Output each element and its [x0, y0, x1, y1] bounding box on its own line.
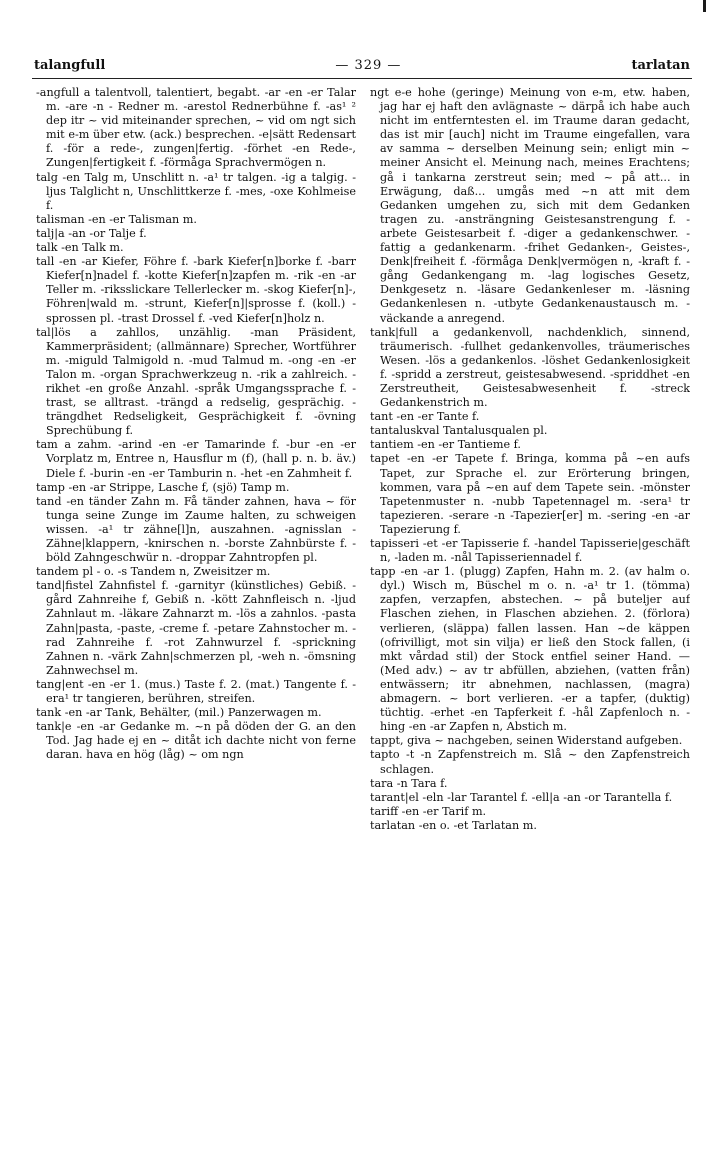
dictionary-entry: tapet -en -er Tapete f. Bringa, komma på ~en aufs Tapet, zur Sprache el. zur Erörterung bringen, kommen, vara på ~en auf dem Tapete sein. -mönster Tapetenmuster n. -nubb Tapetennagel m. -sera¹ tr tapezieren. -serare -n -Tapezier[er] m. -sering -en -ar Tapezierung f.	[370, 452, 690, 536]
dictionary-entry: tank|e -en -ar Gedanke m. ~n på döden der G. an den Tod. Jag hade ej en ~ ditåt ich dachte nicht von ferne daran. hava en hög (låg) ~ om ngn	[36, 720, 356, 762]
dictionary-entry: tang|ent -en -er 1. (mus.) Taste f. 2. (mat.) Tangente f. -era¹ tr tangieren, berühren, streifen.	[36, 677, 356, 706]
dictionary-entry: -angfull a talentvoll, talentiert, begabt. -ar -en -er Talar m. -are -n - Redner m. -arestol Rednerbühne f. -as¹ ² dep itr ~ vid miteinander sprechen, ~ vid om ngt sich mit e-m über etw. (ack.) besprechen. -e|sätt Redensart f. -för a rede-, zungen|fertig. -förhet -en Rede-, Zungen|fertigkeit f. -förmåga Sprachvermögen n.	[36, 86, 356, 170]
dictionary-entry: tand|fistel Zahnfistel f. -garnityr (künstliches) Gebiß. -gård Zahnreihe f, Gebiß n. -kött Zahnfleisch n. -ljud Zahnlaut m. -läkare Zahnarzt m. -lös a zahnlos. -pasta Zahn|pasta, -paste, -creme f. -petare Zahnstocher m. -rad Zahnreihe f. -rot Zahnwurzel f. -sprickning Zahnen n. -värk Zahn|schmerzen pl, -weh n. -ömsning Zahnwechsel m.	[36, 579, 356, 677]
dictionary-entry: talg -en Talg m, Unschlitt n. -a¹ tr talgen. -ig a talgig. -ljus Talglicht n, Unschlittkerze f. -mes, -oxe Kohlmeise f.	[36, 170, 356, 212]
dictionary-entry: tantaluskval Tantalusqualen pl.	[370, 424, 548, 438]
dictionary-entry: talisman -en -er Talisman m.	[36, 212, 197, 226]
header-left-word: talangfull	[34, 58, 106, 73]
dictionary-entry: tandem pl - o. -s Tandem n, Zweisitzer m.	[36, 565, 271, 579]
dictionary-entry: tank -en -ar Tank, Behälter, (mil.) Panzerwagen m.	[36, 706, 322, 720]
page-edge-mark	[703, 0, 706, 12]
dictionary-entry: tantiem -en -er Tantieme f.	[370, 438, 521, 452]
dictionary-entry: tariff -en -er Tarif m.	[370, 804, 487, 818]
dictionary-entry: tank|full a gedankenvoll, nachdenklich, sinnend, träumerisch. -fullhet gedankenvolles, träumerisches Wesen. -lös a gedankenlos. -löshet Gedankenlosigkeit f. -spridd a zerstreut, geistesabwesend. -spriddhet -en Zerstreutheit, Geistesabwesenheit f. -streck Gedankenstrich m.	[370, 325, 690, 410]
dictionary-entry: tarant|el -eln -lar Tarantel f. -ell|a -an -or Tarantella f.	[370, 790, 673, 804]
left-column	[36, 86, 356, 1151]
dictionary-entry: tand -en tänder Zahn m. Få tänder zahnen, hava ~ för tunga seine Zunge im Zaume halten, zu schweigen wissen. -a¹ tr zähne[l]n, auszahnen. -agnisslan - Zähne|klappern, -knirschen n. -borste Zahnbürste f. -böld Zahngeschwür n. -droppar Zahntropfen pl.	[36, 494, 356, 565]
dictionary-entry: tall -en -ar Kiefer, Föhre f. -bark Kiefer[n]borke f. -barr Kiefer[n]nadel f. -kotte Kiefer[n]zapfen m. -rik -en -ar Teller m. -riksslickare Tellerlecker m. -skog Kiefer[n]-, Föhren|wald m. -strunt, Kiefer[n]|sprosse f. (koll.) -sprossen pl. -trast Drossel f. -ved Kiefer[n]holz n.	[36, 255, 356, 325]
dictionary-entry: tara -n Tara f.	[370, 776, 448, 790]
dictionary-entry: talj|a -an -or Talje f.	[36, 226, 147, 240]
page-number: — 329 —	[335, 58, 402, 73]
dictionary-entry: tapp -en -ar 1. (plugg) Zapfen, Hahn m. 2. (av halm o. dyl.) Wisch m, Büschel m o. n. -a¹ tr 1. (tömma) zapfen, verzapfen, abstechen. ~ på buteljer auf Flaschen ziehen, in Flaschen abziehen. 2. (förlora) verlieren, (släppa) fallen lassen. Han ~de käppen (ofrivilligt, mot sin vilja) er ließ den Stock fallen, (i mkt vårdad stil) der Stock entfiel seiner Hand. — (Med adv.) ~ av tr abfüllen, abziehen, (vatten från) entwässern; itr abnehmen, nachlassen, (magra) abmagern. ~ bort verlieren. -er a tapfer, (duktig) tüchtig. -erhet -en Tapferkeit f. -hål Zapfenloch n. -hing -en -ar Zapfen n, Abstich m.	[370, 565, 690, 734]
page-header	[34, 58, 690, 76]
dictionary-entry: tant -en -er Tante f.	[370, 410, 480, 424]
dictionary-columns	[36, 86, 690, 1151]
dictionary-entry: tarlatan -en o. -et Tarlatan m.	[370, 818, 537, 832]
dictionary-entry: tamp -en -ar Strippe, Lasche f, (sjö) Tamp m.	[36, 480, 290, 494]
dictionary-entry: tappt, giva ~ nachgeben, seinen Widerstand aufgeben.	[370, 734, 683, 748]
dictionary-entry: tapto -t -n Zapfenstreich m. Slå ~ den Zapfenstreich schlagen.	[370, 748, 690, 776]
header-rule	[32, 78, 692, 79]
right-column	[370, 86, 690, 1151]
dictionary-entry: tam a zahm. -arind -en -er Tamarinde f. -bur -en -er Vorplatz m, Entree n, Hausflur m (f), (hall p. n. b. äv.) Diele f. -burin -en -er Tamburin n. -het -en Zahmheit f.	[36, 438, 356, 480]
dictionary-entry: talk -en Talk m.	[36, 241, 124, 255]
dictionary-entry: tapisseri -et -er Tapisserie f. -handel Tapisserie|geschäft n, -laden m. -nål Tapisseriennadel f.	[370, 537, 690, 565]
dictionary-entry: ngt e-e hohe (geringe) Meinung von e-m, etw. haben, jag har ej haft den avlägnaste ~ därpå ich habe auch nicht im entferntesten el. im Traume daran gedacht, das ist mir [auch] nicht im Traume eingefallen, vara av samma ~ derselben Meinung sein; enligt min ~ meiner Ansicht el. Meinung nach, meines Erachtens; gå i tankarna zerstreut sein; med ~ på att... in Erwägung, daß... umgås med ~n att mit dem Gedanken umgehen zu, sich mit dem Gedanken tragen zu. -ansträngning Geistesanstrengung f. -arbete Geistesarbeit f. -diger a gedankenschwer. -fattig a gedankenarm. -frihet Gedanken-, Geistes-, Denk|freiheit f. -förmåga Denk|vermögen n, -kraft f. -gång Gedankengang m. -lag logisches Gesetz, Denkgesetz n. -läsare Gedankenleser m. -läsning Gedankenlesen n. -utbyte Gedankenaustausch m. -väckande a anregend.	[370, 86, 690, 325]
dictionary-entry: tal|lös a zahllos, unzählig. -man Präsident, Kammerpräsident; (allmännare) Sprecher, Wortführer m. -miguld Talmigold n. -mud Talmud m. -ong -en -er Talon m. -organ Sprachwerkzeug n. -rik a zahlreich. -rikhet -en große Anzahl. -språk Umgangssprache f. -trast, se alltrast. -trängd a redselig, gesprächig. -trängdhet Redseligkeit, Gesprächigkeit f. -övning Sprechübung f.	[36, 325, 356, 438]
header-right-word: tarlatan	[631, 58, 690, 73]
